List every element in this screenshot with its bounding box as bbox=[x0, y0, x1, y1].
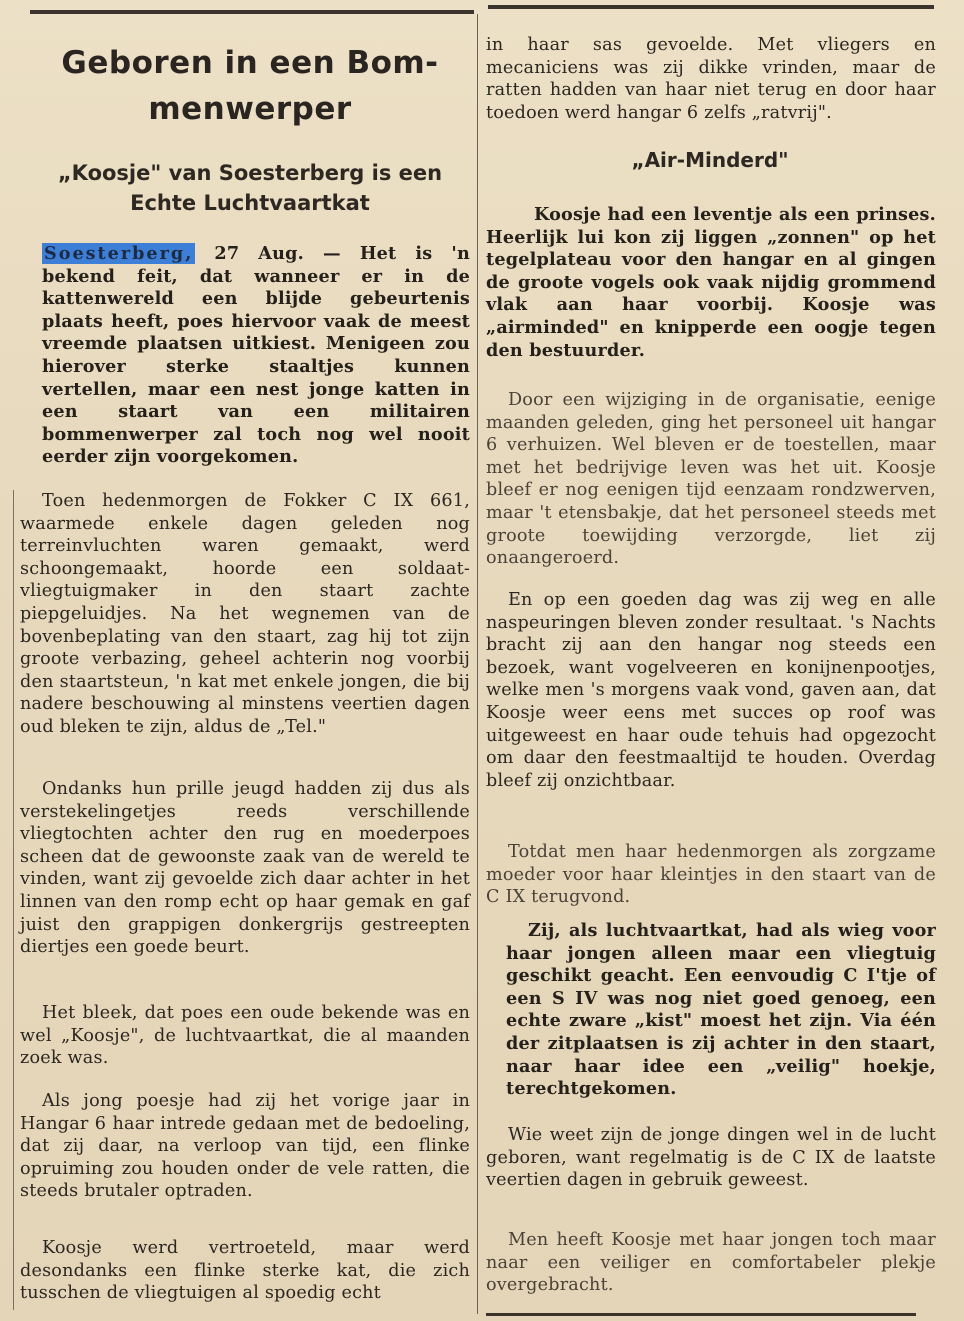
column-separator bbox=[477, 14, 478, 1314]
lead-text: 27 Aug. — Het is 'n bekend feit, dat wanneer er in de kattenwereld een blijde gebeurtenis plaats heeft, poes hiervoor vaak de meest vreemde plaatsen uitkiest. Menigeen zou hierover sterke staaltjes kunnen vertellen, maar een nest jonge katten in een staart van een militairen bommenwerper zal toch nog wel nooit eerder zijn voorgekomen. bbox=[42, 243, 470, 468]
right-paragraph-5: Zij, als luchtvaartkat, had als wieg voor haar jongen alleen maar een vliegtuig geschikt geacht. Een eenvoudig C I'tje of een S IV was nog niet goed genoeg, een echte zware „kist" moest het zijn. Via één der zitplaatsen is zij achter in den staart, naar haar idee een „veilig" hoekje, terechtgekomen. bbox=[506, 920, 936, 1100]
left-paragraph-1: Toen hedenmorgen de Fokker C IX 661, waarmede enkele dagen geleden nog terreinvluchten waren gemaakt, werd schoongemaakt, hoorde een soldaat-vliegtuigmaker in den staart zachte piepgeluidjes. Na het wegnemen van de bovenbeplating van den staart, zag hij tot zijn groote verbazing, geheel achterin nog voorbij den staartsteun, 'n kat met enkele jongen, die bij nadere beschouwing al minstens veertien dagen oud bleken te zijn, aldus de „Tel." bbox=[20, 491, 470, 737]
right-paragraph-1: Koosje had een leventje als een prinses. Heerlijk lui kon zij liggen „zonnen" op het tegelplateau voor den hangar en al gingen de groote vogels ook vaak nijdig grommend vlak aan haar voorbij. Koosje was „airminded" en knipperde een oogje tegen den bestuurder. bbox=[486, 204, 936, 361]
right-paragraph-4: Totdat men haar hedenmorgen als zorgzame moeder voor haar kleintjes in den staart van de C IX terugvond. bbox=[486, 842, 936, 908]
bottom-rule-right bbox=[486, 1313, 916, 1316]
right-paragraph-continued: in haar sas gevoelde. Met vliegers en mecaniciens was zij dikke vrinden, maar de ratten hadden van haar niet terug en door haar toedoen werd hangar 6 zelfs „ratvrij". bbox=[486, 35, 936, 123]
margin-line bbox=[13, 490, 14, 1310]
left-paragraph-5: Koosje werd vertroeteld, maar werd desondanks een flinke sterke kat, die zich tusschen de vliegtuigen al spoedig echt bbox=[20, 1238, 470, 1304]
section-heading: „Air-Minderd" bbox=[631, 148, 789, 172]
left-paragraph-3: Het bleek, dat poes een oude bekende was en wel „Koosje", de luchtvaartkat, die al maanden zoek was. bbox=[20, 1003, 470, 1069]
headline-line-1: Geboren in een Bom- bbox=[61, 45, 439, 81]
top-rule-left bbox=[30, 10, 474, 14]
subheadline-line-2: Echte Luchtvaartkat bbox=[130, 191, 370, 215]
right-paragraph-7: Men heeft Koosje met haar jongen toch maar naar een veiliger en comfortabeler plekje overgebracht. bbox=[486, 1230, 936, 1296]
dateline: Soesterberg, bbox=[44, 243, 194, 264]
subheadline-line-1: „Koosje" van Soesterberg is een bbox=[57, 161, 443, 185]
headline-line-2: menwerper bbox=[148, 91, 352, 127]
lead-paragraph bbox=[42, 243, 470, 469]
article-headline bbox=[30, 40, 470, 132]
right-paragraph-6: Wie weet zijn de jonge dingen wel in de lucht geboren, want regelmatig is de C IX de laatste veertien dagen in gebruik geweest. bbox=[486, 1125, 936, 1191]
right-paragraph-3: En op een goeden dag was zij weg en alle naspeuringen bleven zonder resultaat. 's Nachts bracht zij aan den hangar nog steeds een bezoek, want vogelveeren en konijnenpootjes, welke men 's morgens vaak vond, gaven aan, dat Koosje weer eens met succes op roof was uitgeweest en haar oude tehuis had opgezocht om daar den feestmaaltijd te houden. Overdag bleef zij onzichtbaar. bbox=[486, 590, 936, 791]
left-paragraph-4: Als jong poesje had zij het vorige jaar in Hangar 6 haar intrede gedaan met de bedoeling, dat zij daar, na verloop van tijd, een flinke opruiming zou houden onder de vele ratten, die steeds brutaler optraden. bbox=[20, 1091, 470, 1202]
top-rule-right bbox=[488, 5, 934, 9]
left-paragraph-2: Ondanks hun prille jeugd hadden zij dus als verstekelingetjes reeds verschillende vliegtochten achter den rug en moederpoes scheen dat de gewoonste zaak van de wereld te vinden, want zij gevoelde zich daar achter in het linnen van den romp echt op haar gemak en gaf juist den grappigen donkergrijs gestreepten diertjes een goede beurt. bbox=[20, 779, 470, 958]
article-subheadline bbox=[30, 158, 470, 218]
right-paragraph-2: Door een wijziging in de organisatie, eenige maanden geleden, ging het personeel uit hangar 6 verhuizen. Wel bleven er de toestellen, maar met het bedrijvige leven was het uit. Koosje bleef er nog eenigen tijd eenzaam rondzwerven, maar 't etensbakje, dat het personeel steeds met groote toewijding verzorgde, liet zij onaangeroerd. bbox=[486, 390, 936, 569]
